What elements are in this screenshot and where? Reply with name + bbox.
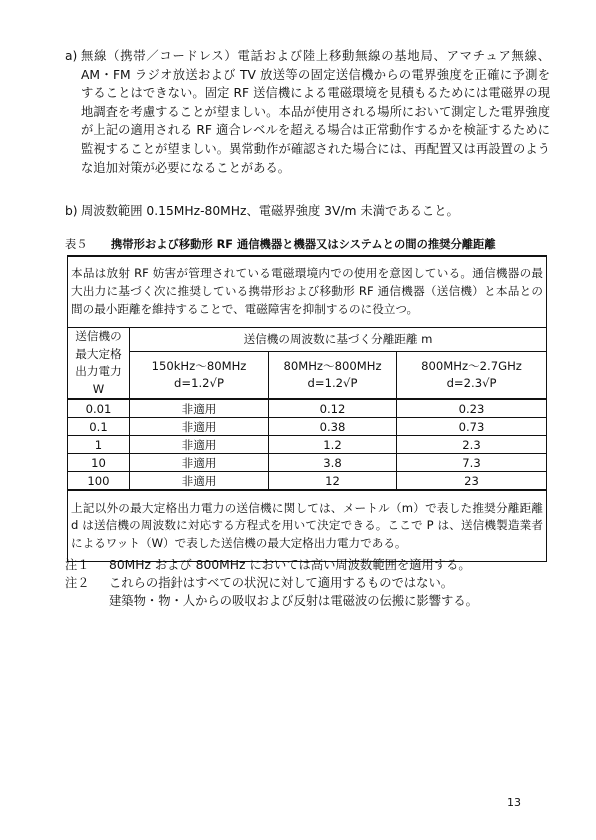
table-footer: 上記以外の最大定格出力電力の送信機に関しては、メートル（m）で表した推奨分離距離 d は送信機の周波数に対応する方程式を用いて決定できる。ここで P は、送信機製造業者によるワット（W）で表した送信機の最大定格出力電力である。	[68, 490, 547, 562]
band-range-3: 800MHz～2.7GHz	[421, 358, 522, 373]
band-range-1: 150kHz～80MHz	[151, 358, 247, 373]
power-header-line-1: 送信機の	[75, 329, 122, 343]
power-cell: 0.01	[68, 399, 130, 418]
power-header-line-3: 出力電力 W	[75, 364, 122, 396]
distance-cell-band-3: 0.23	[397, 399, 547, 418]
band-header-2	[269, 352, 397, 400]
note-2-label: 注２	[65, 576, 90, 590]
distance-column-header: 送信機の周波数に基づく分離距離 m	[130, 328, 547, 352]
distance-cell-band-1: 非適用	[130, 418, 269, 436]
power-header-line-2: 最大定格	[75, 346, 122, 361]
table-caption-number: 表５	[65, 238, 88, 251]
note-2-continuation: 建築物・物・人からの吸収および反射は電磁波の伝搬に影響する。	[109, 594, 478, 608]
band-header-row	[68, 352, 547, 400]
item-b	[65, 202, 550, 221]
band-formula-1: d=1.2√P	[174, 376, 224, 391]
power-cell: 10	[68, 454, 130, 472]
band-range-2: 80MHz～800MHz	[283, 358, 382, 373]
table-row	[68, 454, 547, 472]
distance-cell-band-2: 0.38	[269, 418, 397, 436]
distance-cell-band-2: 3.8	[269, 454, 397, 472]
note-2-text: これらの指針はすべての状況に対して適用するものではない。	[109, 576, 454, 590]
item-a-marker: a)	[65, 49, 78, 63]
table-header-row	[68, 328, 547, 352]
distance-cell-band-3: 0.73	[397, 418, 547, 436]
power-cell: 1	[68, 436, 130, 454]
table-row	[68, 399, 547, 418]
band-header-3	[397, 352, 547, 400]
table-row	[68, 418, 547, 436]
item-a	[65, 47, 550, 177]
band-formula-2: d=1.2√P	[307, 376, 358, 391]
distance-cell-band-1: 非適用	[130, 399, 269, 418]
note-2	[65, 574, 550, 592]
band-header-1	[130, 352, 269, 400]
table-intro: 本品は放射 RF 妨害が管理されている電磁環境内での使用を意図している。通信機器の最大出力に基づく次に推奨している携帯形および移動形 RF 通信機器（送信機）と本品との間の最小距離を維持することで、電磁障害を抑制するのに役立つ。	[68, 256, 547, 328]
note-1-label: 注１	[65, 558, 90, 572]
page-number: 13	[507, 796, 521, 809]
distance-cell-band-1: 非適用	[130, 472, 269, 491]
distance-cell-band-3: 23	[397, 472, 547, 491]
note-1-text: 80MHz および 800MHz においては高い周波数範囲を適用する。	[109, 558, 471, 572]
item-b-text: 周波数範囲 0.15MHz-80MHz、電磁界強度 3V/m 未満であること。	[81, 204, 459, 218]
distance-cell-band-2: 1.2	[269, 436, 397, 454]
distance-cell-band-2: 0.12	[269, 399, 397, 418]
table-footer-row	[68, 490, 547, 562]
distance-cell-band-1: 非適用	[130, 436, 269, 454]
table-caption	[65, 237, 545, 253]
band-formula-3: d=2.3√P	[446, 376, 497, 391]
distance-cell-band-3: 7.3	[397, 454, 547, 472]
item-b-marker: b)	[65, 204, 78, 218]
table-row	[68, 436, 547, 454]
distance-cell-band-1: 非適用	[130, 454, 269, 472]
table-intro-row	[68, 256, 547, 328]
note-1	[65, 556, 550, 574]
separation-distance-table	[67, 255, 547, 562]
distance-cell-band-3: 2.3	[397, 436, 547, 454]
distance-cell-band-2: 12	[269, 472, 397, 491]
table-row	[68, 472, 547, 491]
power-cell: 100	[68, 472, 130, 491]
item-a-text: 無線（携帯／コードレス）電話および陸上移動無線の基地局、アマチュア無線、AM・FM ラジオ放送および TV 放送等の固定送信機からの電界強度を正確に予測をすることはできない。固定 RF 送信機による電磁環境を見積もるためには電磁界の現地調査を考慮することが望ましい。本品が使用される場所において測定した電界強度が上記の適用される RF 適合レベルを超える場合は正常動作するかを検証するために監視することが望ましい。異常動作が確認された場合には、再配置又は再設置のような追加対策が必要になることがある。	[81, 49, 550, 175]
power-cell: 0.1	[68, 418, 130, 436]
power-column-header	[68, 328, 130, 400]
table-caption-title: 携帯形および移動形 RF 通信機器と機器又はシステムとの間の推奨分離距離	[111, 238, 496, 251]
